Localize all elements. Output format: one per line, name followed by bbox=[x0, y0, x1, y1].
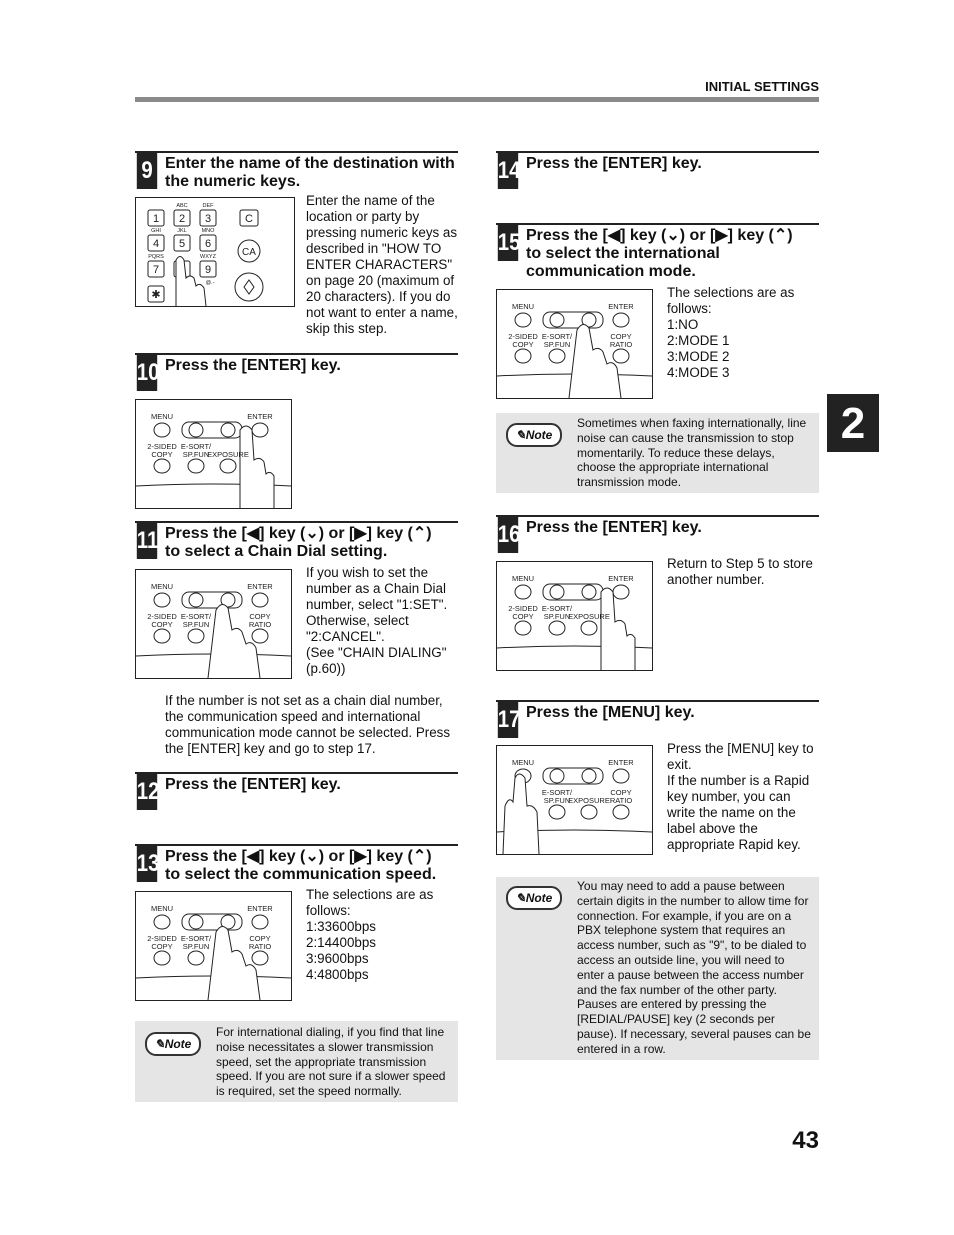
step-number: 9 bbox=[137, 153, 157, 189]
step-number: 15 bbox=[498, 225, 518, 261]
title-part: Press the [ bbox=[526, 227, 608, 244]
text-line: skip this step. bbox=[306, 321, 388, 336]
svg-text:ABC: ABC bbox=[176, 203, 188, 209]
text-line: Pauses are entered by pressing the bbox=[577, 997, 767, 1012]
step-number: 10 bbox=[137, 355, 157, 391]
text-line: follows: bbox=[306, 903, 351, 918]
step-11-body bbox=[306, 565, 458, 677]
note-box bbox=[135, 1021, 458, 1102]
title-part: ] key ( bbox=[727, 227, 774, 244]
title-part: Press the [ bbox=[165, 525, 247, 542]
svg-text:1: 1 bbox=[152, 213, 160, 225]
step-11 bbox=[135, 521, 458, 563]
step-title: Press the [ENTER] key. bbox=[526, 155, 702, 172]
svg-text:✱: ✱ bbox=[151, 289, 161, 301]
step-number: 13 bbox=[137, 846, 157, 882]
step-9-body bbox=[306, 193, 458, 337]
step-17 bbox=[496, 700, 819, 740]
label: SP.FUN bbox=[543, 340, 571, 349]
up-key-icon: ⌃ bbox=[412, 525, 427, 542]
label: SP.FUN bbox=[182, 450, 210, 459]
title-part: to select the communication speed. bbox=[165, 866, 437, 883]
text-line: 3:9600bps bbox=[306, 951, 369, 966]
text-line: noise can cause the transmission to stop bbox=[577, 430, 794, 445]
text-line: certain digits in the number to allow time for bbox=[577, 893, 809, 908]
svg-text:4: 4 bbox=[152, 238, 160, 250]
label: COPY bbox=[610, 332, 632, 341]
text-line: appropriate Rapid key. bbox=[667, 837, 801, 852]
note-text bbox=[216, 1025, 454, 1099]
label: ENTER bbox=[247, 904, 273, 913]
text-line: 20 characters). If you do bbox=[306, 289, 451, 304]
left-arrow-icon: ◀ bbox=[607, 227, 621, 244]
enter-key-label: ENTER bbox=[247, 412, 273, 421]
text-line: and the fax number of the other party. bbox=[577, 982, 777, 997]
svg-text:JKL: JKL bbox=[177, 228, 187, 234]
label: E-SORT/ bbox=[180, 612, 212, 621]
text-line: exit. bbox=[667, 757, 692, 772]
right-arrow-icon: ▶ bbox=[354, 848, 367, 865]
up-key-icon: ⌃ bbox=[773, 227, 788, 244]
step-16-body bbox=[667, 556, 819, 588]
text-line: noise necessitates a slower transmission bbox=[216, 1039, 434, 1054]
label: RATIO bbox=[609, 796, 633, 805]
chapter-tab: 2 bbox=[827, 394, 879, 452]
note-text bbox=[577, 879, 815, 1057]
step-16 bbox=[496, 515, 819, 555]
title-part: ] key ( bbox=[366, 848, 413, 865]
label: MENU bbox=[511, 574, 535, 583]
step-12 bbox=[135, 772, 458, 812]
step-17-body bbox=[667, 741, 819, 853]
label: 2-SIDED bbox=[508, 604, 538, 613]
panel-drawing bbox=[497, 562, 652, 670]
text-line: 2:MODE 1 bbox=[667, 333, 730, 348]
step-15 bbox=[496, 223, 819, 281]
text-line: The selections are as bbox=[306, 887, 434, 902]
title-part: ] key ( bbox=[620, 227, 667, 244]
step-14 bbox=[496, 151, 819, 191]
label: E-SORT/ bbox=[541, 604, 573, 613]
label: 2-SIDED bbox=[508, 332, 538, 341]
text-line: The selections are as bbox=[667, 285, 795, 300]
title-part: to select the international bbox=[526, 245, 720, 262]
title-part: Press the [ bbox=[165, 848, 247, 865]
label: MENU bbox=[511, 302, 535, 311]
label: E-SORT/ bbox=[541, 332, 573, 341]
left-arrow-icon: ◀ bbox=[246, 848, 260, 865]
step-title bbox=[526, 227, 793, 281]
step-13 bbox=[135, 844, 458, 886]
text-line: pressing numeric keys as bbox=[306, 225, 458, 240]
text-line: access number, such as "9", to be dialed to bbox=[577, 938, 807, 953]
text-line: If you wish to set the bbox=[306, 565, 429, 580]
label: EXPOSURE bbox=[207, 450, 249, 459]
up-key-icon: ⌃ bbox=[412, 848, 427, 865]
title-part: ) bbox=[426, 848, 432, 865]
note-text bbox=[577, 416, 815, 490]
text-line: speed. If you are not sure if a slower speed bbox=[216, 1069, 446, 1084]
text-line: Press the [MENU] key to bbox=[667, 741, 814, 756]
label: 2-SIDED bbox=[147, 442, 177, 451]
title-part: ) or [ bbox=[318, 848, 355, 865]
right-arrow-icon: ▶ bbox=[715, 227, 728, 244]
text-line: 1:33600bps bbox=[306, 919, 376, 934]
title-part: ) bbox=[787, 227, 793, 244]
step-15-body bbox=[667, 285, 819, 381]
label: EXPOSURE bbox=[568, 612, 610, 621]
text-line: access an outside line, you will need to bbox=[577, 952, 785, 967]
control-panel-illustration bbox=[135, 399, 292, 509]
step-13-body bbox=[306, 887, 458, 983]
panel-drawing bbox=[136, 400, 291, 508]
svg-text:CA: CA bbox=[242, 247, 256, 258]
step-number: 17 bbox=[498, 702, 518, 738]
svg-text:5: 5 bbox=[178, 238, 186, 250]
label: COPY bbox=[249, 612, 271, 621]
text-line: communication mode cannot be selected. Press bbox=[165, 725, 451, 740]
control-panel-illustration bbox=[135, 569, 292, 679]
label: COPY bbox=[151, 620, 173, 629]
panel-drawing bbox=[497, 290, 652, 398]
text-line: entered in a row. bbox=[577, 1041, 666, 1056]
label: COPY bbox=[151, 450, 173, 459]
text-line: another number. bbox=[667, 572, 765, 587]
label: COPY bbox=[512, 612, 534, 621]
label: MENU bbox=[150, 904, 174, 913]
label: SP.FUN bbox=[182, 942, 210, 951]
text-line: Return to Step 5 to store bbox=[667, 556, 813, 571]
label: MENU bbox=[150, 582, 174, 591]
svg-text:MNO: MNO bbox=[201, 228, 215, 234]
text-line: on page 20 (maximum of bbox=[306, 273, 455, 288]
text-line: 3:MODE 2 bbox=[667, 349, 730, 364]
panel-drawing bbox=[136, 570, 291, 678]
svg-text:PQRS: PQRS bbox=[148, 254, 164, 260]
control-panel-illustration bbox=[496, 289, 653, 399]
svg-text:WXYZ: WXYZ bbox=[200, 254, 216, 260]
step-11-note-text bbox=[165, 693, 458, 757]
svg-text:2: 2 bbox=[178, 213, 186, 225]
label: E-SORT/ bbox=[541, 788, 573, 797]
title-part: communication mode. bbox=[526, 263, 696, 280]
right-arrow-icon: ▶ bbox=[354, 525, 367, 542]
text-line: enter a pause between the access number bbox=[577, 967, 804, 982]
left-arrow-icon: ◀ bbox=[246, 525, 260, 542]
text-line: follows: bbox=[667, 301, 712, 316]
step-10 bbox=[135, 353, 458, 393]
text-line: For international dialing, if you find that line bbox=[216, 1025, 445, 1039]
label: ENTER bbox=[608, 574, 634, 583]
down-key-icon: ⌄ bbox=[305, 525, 319, 542]
step-number: 14 bbox=[498, 153, 518, 189]
text-line: location or party by bbox=[306, 209, 420, 224]
label: COPY bbox=[151, 942, 173, 951]
label: COPY bbox=[610, 788, 632, 797]
label: ENTER bbox=[608, 302, 634, 311]
step-title: Press the [MENU] key. bbox=[526, 704, 695, 721]
title-part: ] key ( bbox=[366, 525, 413, 542]
pencil-icon: ✎ bbox=[154, 1037, 165, 1051]
label: 2-SIDED bbox=[147, 612, 177, 621]
text-line: the [ENTER] key and go to step 17. bbox=[165, 741, 376, 756]
step-title: Press the [ENTER] key. bbox=[165, 776, 341, 793]
label: E-SORT/ bbox=[180, 934, 212, 943]
text-line: 4:MODE 3 bbox=[667, 365, 730, 380]
label: SP.FUN bbox=[543, 796, 571, 805]
control-panel-illustration bbox=[496, 561, 653, 671]
label: E-SORT/ bbox=[180, 442, 212, 451]
title-part: ] key ( bbox=[259, 848, 306, 865]
page-number: 43 bbox=[792, 1127, 819, 1154]
header-rule bbox=[135, 97, 819, 102]
step-title: Enter the name of the destination with the numeric keys. bbox=[165, 155, 455, 190]
text-line: momentarily. To reduce these delays, bbox=[577, 445, 775, 460]
label: MENU bbox=[511, 758, 535, 767]
section-header-title: INITIAL SETTINGS bbox=[705, 79, 819, 94]
control-panel-illustration bbox=[496, 745, 653, 855]
text-line: the communication speed and international bbox=[165, 709, 421, 724]
label: 2-SIDED bbox=[147, 934, 177, 943]
title-part: to select a Chain Dial setting. bbox=[165, 543, 388, 560]
text-line: is required, set the speed normally. bbox=[216, 1084, 402, 1099]
label: SP.FUN bbox=[182, 620, 210, 629]
svg-text:GHI: GHI bbox=[151, 228, 161, 234]
text-line: write the name on the bbox=[667, 805, 796, 820]
text-line: number as a Chain Dial bbox=[306, 581, 446, 596]
label: SP.FUN bbox=[543, 612, 571, 621]
panel-drawing bbox=[136, 892, 291, 1000]
control-panel-illustration bbox=[135, 891, 292, 1001]
step-title: Press the [ENTER] key. bbox=[526, 519, 702, 536]
step-title bbox=[165, 525, 432, 561]
text-line: Otherwise, select bbox=[306, 613, 409, 628]
note-badge-label: Note bbox=[525, 891, 553, 905]
title-part: ] key ( bbox=[259, 525, 306, 542]
text-line: ENTER CHARACTERS" bbox=[306, 257, 453, 272]
svg-text:3: 3 bbox=[204, 213, 212, 225]
title-part: ) bbox=[426, 525, 432, 542]
keypad-illustration bbox=[135, 197, 295, 307]
step-9 bbox=[135, 151, 458, 193]
down-key-icon: ⌄ bbox=[305, 848, 319, 865]
text-line: "2:CANCEL". bbox=[306, 629, 385, 644]
label: RATIO bbox=[609, 340, 633, 349]
text-line: Enter the name of the bbox=[306, 193, 435, 208]
title-part: ) or [ bbox=[679, 227, 716, 244]
panel-drawing bbox=[497, 746, 652, 854]
label: ENTER bbox=[608, 758, 634, 767]
step-number: 11 bbox=[137, 523, 157, 559]
text-line: label above the bbox=[667, 821, 758, 836]
note-badge bbox=[506, 886, 562, 910]
note-badge-label: Note bbox=[525, 428, 553, 442]
svg-text:7: 7 bbox=[152, 264, 160, 276]
text-line: number, select "1:SET". bbox=[306, 597, 448, 612]
title-part: ) or [ bbox=[318, 525, 355, 542]
text-line: 2:14400bps bbox=[306, 935, 376, 950]
text-line: choose the appropriate international bbox=[577, 460, 769, 475]
label: RATIO bbox=[248, 620, 272, 629]
text-line: connection. For example, if you are on a bbox=[577, 908, 792, 923]
note-box bbox=[496, 413, 819, 493]
text-line: (See "CHAIN DIALING" bbox=[306, 645, 447, 660]
step-title: Press the [ENTER] key. bbox=[165, 357, 341, 374]
label: COPY bbox=[512, 340, 534, 349]
note-badge bbox=[506, 423, 562, 447]
svg-text:DEF: DEF bbox=[202, 203, 214, 209]
svg-text:@.-: @.- bbox=[205, 280, 215, 286]
text-line: transmission mode. bbox=[577, 475, 682, 490]
step-title bbox=[165, 848, 436, 884]
text-line: If the number is a Rapid bbox=[667, 773, 810, 788]
svg-text:6: 6 bbox=[204, 238, 212, 250]
step-number: 12 bbox=[137, 774, 157, 810]
note-badge bbox=[145, 1032, 201, 1056]
text-line: You may need to add a pause between bbox=[577, 879, 785, 893]
text-line: 1:NO bbox=[667, 317, 699, 332]
step-number: 16 bbox=[498, 517, 518, 553]
svg-text:C: C bbox=[245, 213, 253, 225]
text-line: Sometimes when faxing internationally, line bbox=[577, 416, 807, 430]
label: RATIO bbox=[248, 942, 272, 951]
label: EXPOSURE bbox=[568, 796, 610, 805]
text-line: key number, you can bbox=[667, 789, 791, 804]
down-key-icon: ⌄ bbox=[666, 227, 680, 244]
text-line: described in "HOW TO bbox=[306, 241, 442, 256]
text-line: speed, set the appropriate transmission bbox=[216, 1054, 427, 1069]
label: ENTER bbox=[247, 582, 273, 591]
text-line: 4:4800bps bbox=[306, 967, 369, 982]
pencil-icon: ✎ bbox=[515, 891, 526, 905]
pencil-icon: ✎ bbox=[515, 428, 526, 442]
label: COPY bbox=[249, 934, 271, 943]
text-line: [REDIAL/PAUSE] key (2 seconds per bbox=[577, 1012, 775, 1027]
menu-key-label: MENU bbox=[150, 412, 174, 421]
text-line: PBX telephone system that requires an bbox=[577, 923, 786, 938]
text-line: (p.60)) bbox=[306, 661, 346, 676]
note-box bbox=[496, 877, 819, 1060]
text-line: pause). If necessary, several pauses can be bbox=[577, 1026, 811, 1041]
note-badge-label: Note bbox=[164, 1037, 192, 1051]
text-line: If the number is not set as a chain dial number, bbox=[165, 693, 443, 708]
text-line: not want to enter a name, bbox=[306, 305, 458, 320]
svg-text:9: 9 bbox=[204, 264, 212, 276]
keypad-drawing bbox=[136, 198, 294, 306]
